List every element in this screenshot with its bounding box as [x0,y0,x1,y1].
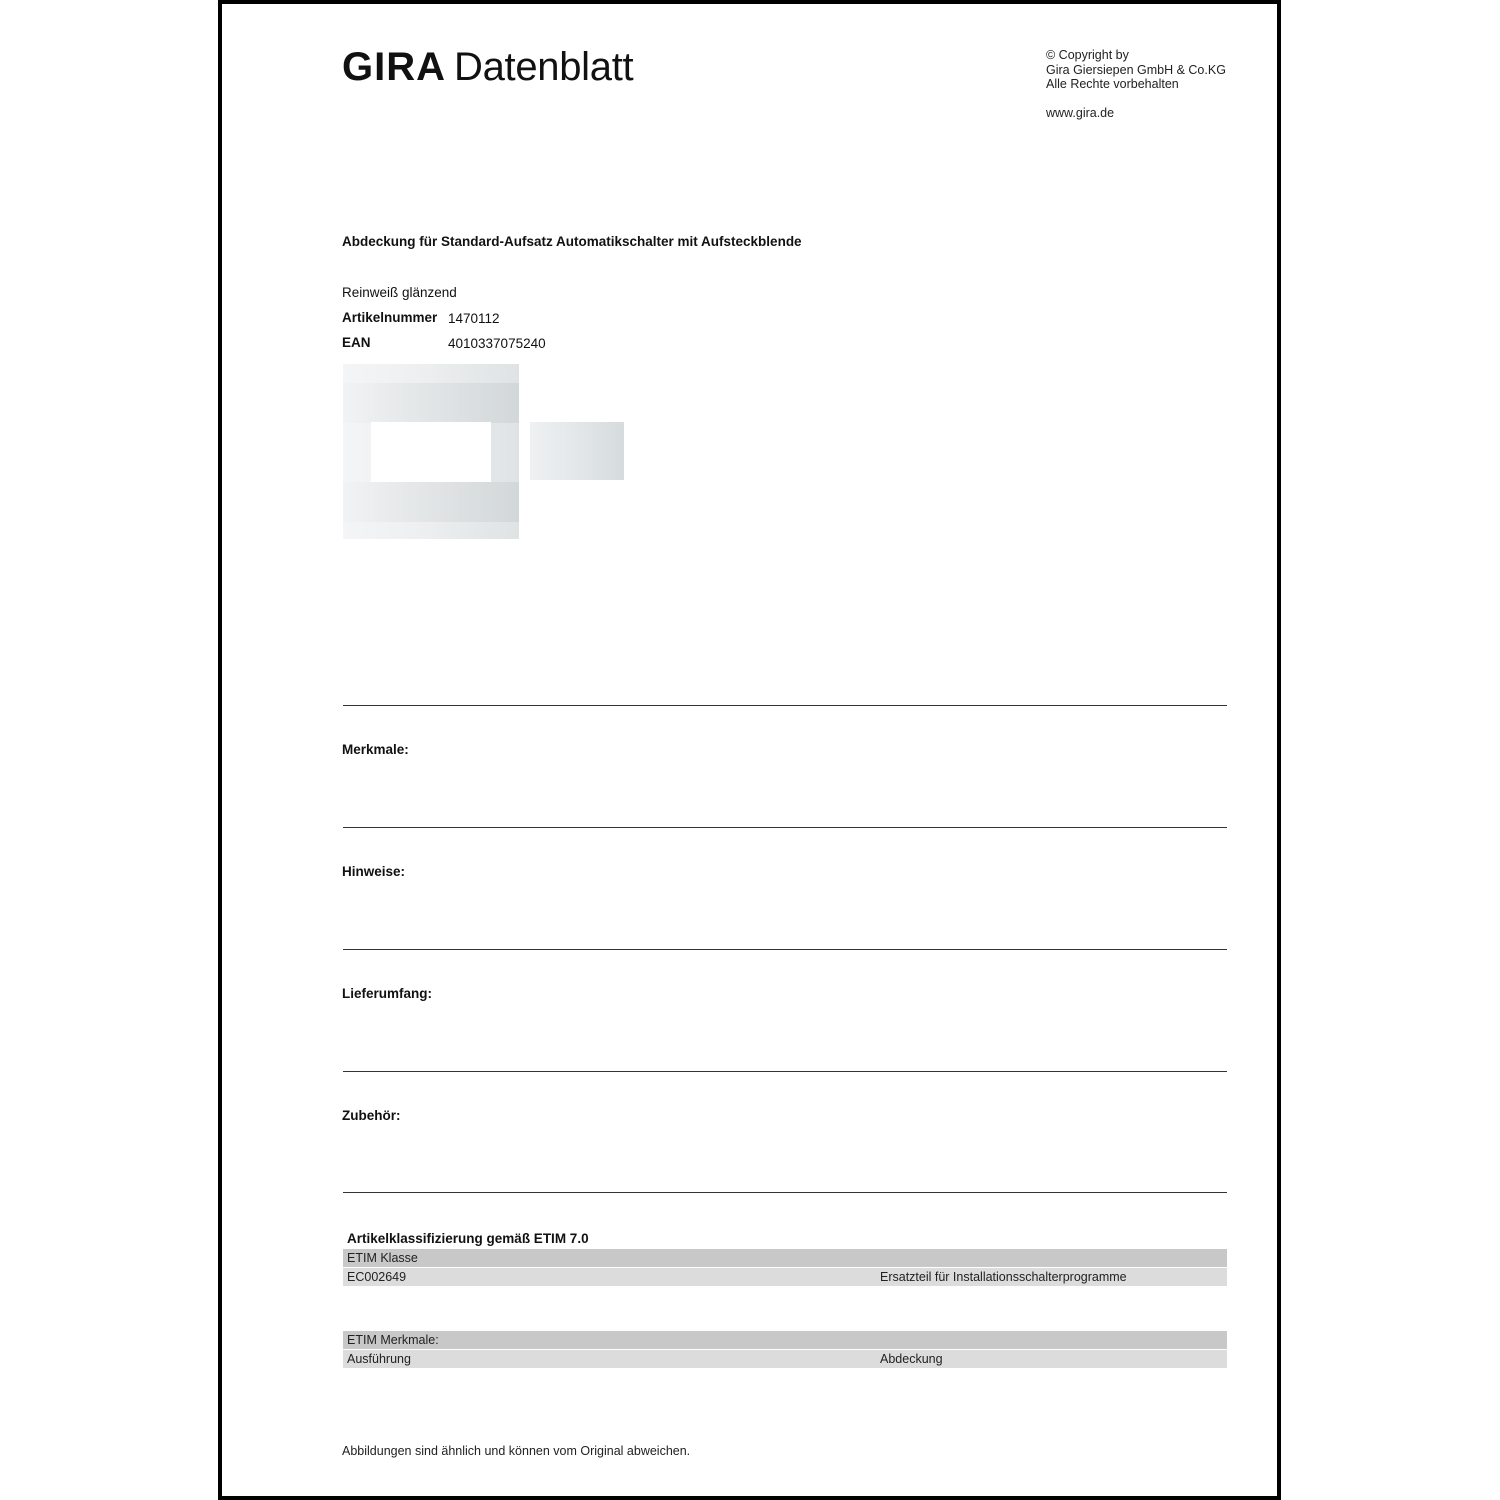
divider [343,827,1227,828]
divider [343,949,1227,950]
etim-features-header-label: ETIM Merkmale: [347,1333,439,1347]
etim-class-code: EC002649 [347,1270,407,1284]
copyright-line: © Copyright by [1046,48,1129,62]
etim-feature-name: Ausführung [347,1352,411,1366]
section-lieferumfang: Lieferumfang: [342,986,433,1001]
disclaimer-note: Abbildungen sind ähnlich und können vom Original abweichen. [342,1444,691,1458]
divider [343,705,1227,706]
etim-features-header [343,1331,1227,1349]
section-zubehoer: Zubehör: [342,1108,401,1123]
frame-band-top [343,383,519,423]
etim-class-header-label: ETIM Klasse [347,1251,418,1265]
etim-feature-value: Abdeckung [880,1352,943,1366]
ean-value: 4010337075240 [448,336,546,351]
frame-band-bottom [343,482,519,522]
website-link[interactable]: www.gira.de [1046,105,1115,120]
product-title: Abdeckung für Standard-Aufsatz Automatikschalter mit Aufsteckblende [342,234,802,249]
product-variant: Reinweiß glänzend [342,285,457,300]
section-hinweise: Hinweise: [342,864,406,879]
section-merkmale: Merkmale: [342,742,409,757]
article-number-label: Artikelnummer [342,310,438,325]
gira-logo [342,44,633,90]
etim-feature-row [343,1350,1227,1368]
etim-class-name: Ersatzteil für Installationsschalterprogramme [880,1270,1127,1284]
divider [343,1192,1227,1193]
etim-class-row [343,1268,1227,1286]
brand-name: GIRA [342,45,446,89]
doc-type: Datenblatt [454,45,634,89]
copyright-block [1046,48,1226,120]
ean-label: EAN [342,335,371,350]
etim-title: Artikelklassifizierung gemäß ETIM 7.0 [347,1231,589,1246]
company-name: Gira Giersiepen GmbH & Co.KG [1046,62,1226,77]
etim-class-header [343,1249,1227,1267]
article-number-value: 1470112 [448,311,500,326]
divider [343,1071,1227,1072]
rights-line: Alle Rechte vorbehalten [1046,77,1179,91]
frame-cutout [371,422,491,482]
snap-on-panel-image [530,422,624,480]
